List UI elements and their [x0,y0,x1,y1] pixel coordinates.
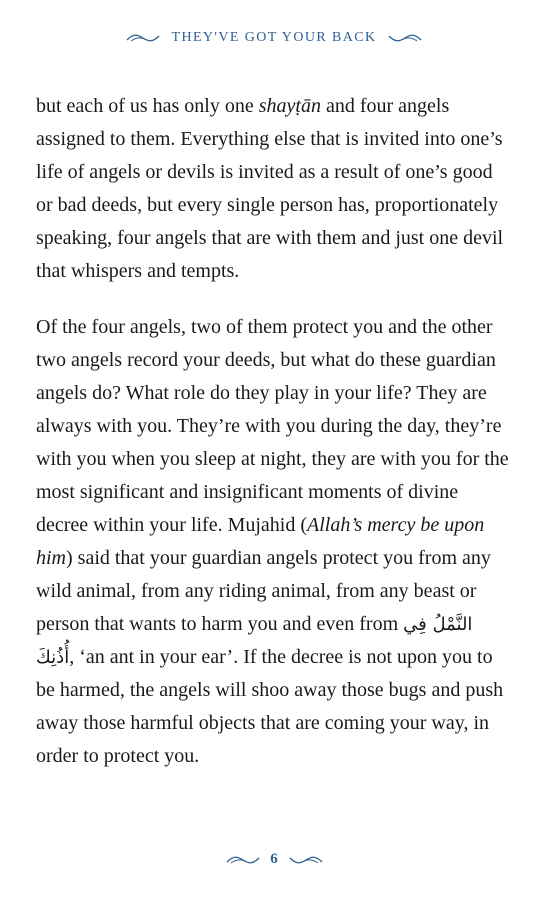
paragraph [36,90,512,288]
arabic-phrase: النَّمْلُ فِي أُذُنِكَ [36,614,473,668]
left-flourish-ornament [125,32,161,44]
page-footer [0,851,548,868]
body-text [36,90,512,773]
text-run: but each of us has only one [36,95,259,117]
text-run: ) said that your guardian angels protect you from any wild animal, from any riding animal, from any beast or person that wants to harm you and even from [36,547,491,635]
right-flourish-ornament [387,32,423,44]
italic-term: shayṭān [258,95,321,117]
text-run: , ‘an ant in your ear’. If the decree is not upon you to be harmed, the angels will shoo away those bugs and push away those harmful objects that are coming your way, in order to protect you. [36,646,504,767]
paragraph [36,311,512,773]
honorific-phrase: Allah’s mercy be upon him [36,514,485,569]
running-header [0,30,548,46]
text-run: and four angels assigned to them. Everything else that is invited into one’s life of angels or devils is invited as a result of one’s good or bad deeds, but every single person has, proportionately speaking, four angels that are with them and just one devil that whispers and tempts. [36,95,504,282]
text-run: Of the four angels, two of them protect you and the other two angels record your deeds, but what do these guardian angels do? What role do they play in your life? They are always with you. They’re with you during the day, they’re with you when you sleep at night, they are with you for the most significant and insignificant moments of divine decree within your life. Mujahid ( [36,316,509,536]
running-header-title: THEY'VE GOT YOUR BACK [171,30,377,45]
page-number: 6 [270,851,278,868]
right-flourish-ornament [288,854,324,866]
left-flourish-ornament [225,854,261,866]
